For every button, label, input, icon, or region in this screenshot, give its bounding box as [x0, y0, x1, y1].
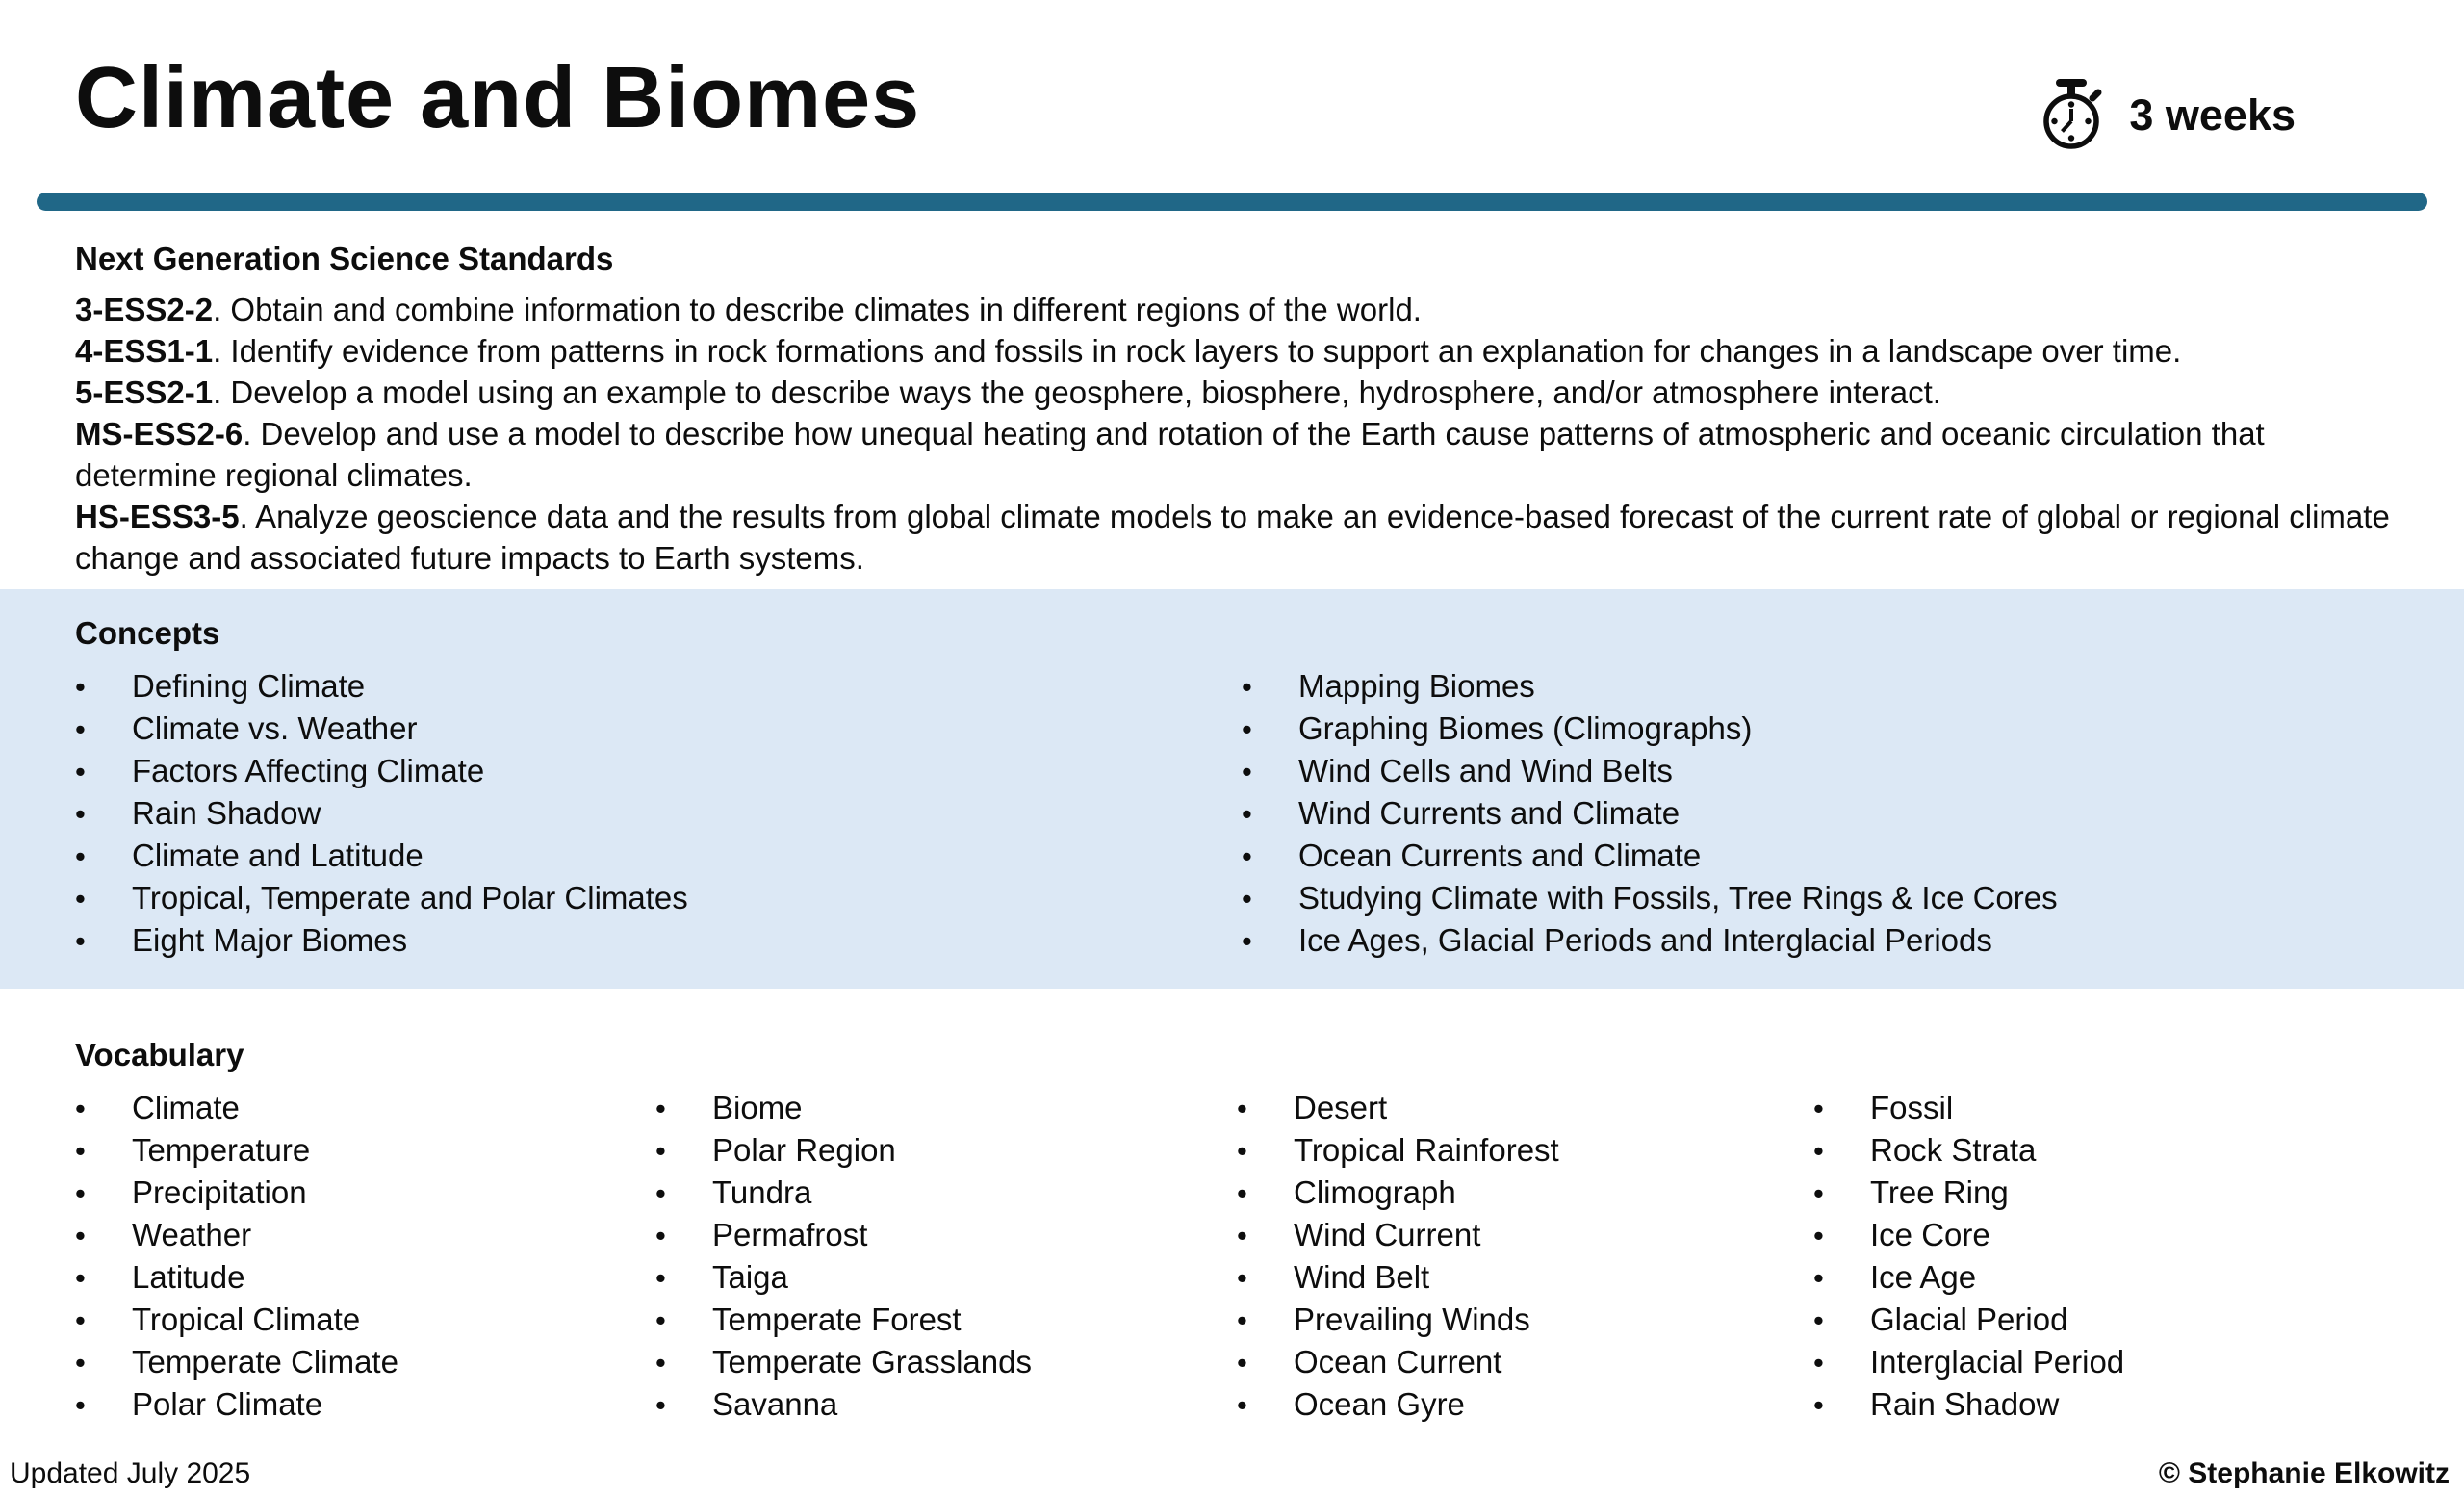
list-item — [655, 1129, 1237, 1172]
list-item — [1237, 1341, 1813, 1383]
standard-item — [75, 289, 2406, 330]
list-item-label: Eight Major Biomes — [132, 922, 408, 958]
list-item-label: Tree Ring — [1870, 1174, 2009, 1210]
list-item-label: Temperate Grasslands — [712, 1344, 1032, 1380]
list-item-label: Rain Shadow — [132, 795, 321, 831]
bullet-icon: • — [75, 797, 86, 831]
list-item-label: Latitude — [132, 1259, 245, 1295]
bullet-icon: • — [1237, 1092, 1247, 1125]
standard-code: 5-ESS2-1 — [75, 374, 214, 410]
list-item-label: Factors Affecting Climate — [132, 753, 485, 788]
bullet-icon: • — [75, 839, 86, 873]
standards-section — [75, 238, 2406, 579]
bullet-icon: • — [75, 1219, 86, 1252]
bullet-icon: • — [1813, 1134, 1824, 1168]
list-item-label: Ocean Currents and Climate — [1298, 838, 1702, 873]
list-item — [1813, 1172, 2406, 1214]
list-item — [1237, 1383, 1813, 1426]
list-item — [1813, 1129, 2406, 1172]
list-item — [1237, 1299, 1813, 1341]
vocabulary-column-1 — [75, 1087, 655, 1426]
footer — [10, 1457, 2450, 1491]
list-item-label: Tropical Rainforest — [1294, 1132, 1559, 1168]
vocabulary-column-4 — [1813, 1087, 2406, 1426]
bullet-icon: • — [1813, 1176, 1824, 1210]
list-item — [1242, 750, 2406, 792]
list-item-label: Tundra — [712, 1174, 812, 1210]
bullet-icon: • — [1237, 1261, 1247, 1295]
list-item-label: Taiga — [712, 1259, 788, 1295]
bullet-icon: • — [1813, 1219, 1824, 1252]
bullet-icon: • — [75, 712, 86, 746]
duration-badge — [2037, 75, 2296, 155]
bullet-icon: • — [75, 1134, 86, 1168]
bullet-icon: • — [655, 1134, 666, 1168]
list-item — [1242, 792, 2406, 835]
bullet-icon: • — [655, 1388, 666, 1422]
standards-heading: Next Generation Science Standards — [75, 241, 614, 276]
bullet-icon: • — [1813, 1303, 1824, 1337]
bullet-icon: • — [1242, 839, 1252, 873]
standard-item — [75, 496, 2406, 579]
bullet-icon: • — [1242, 924, 1252, 958]
list-item — [1813, 1214, 2406, 1256]
list-item — [1242, 919, 2406, 962]
concepts-grid — [75, 665, 2406, 962]
list-item — [75, 750, 1242, 792]
concepts-column-1 — [75, 665, 1242, 962]
list-item-label: Climate — [132, 1090, 240, 1125]
list-item-label: Temperate Climate — [132, 1344, 398, 1380]
list-item — [75, 1087, 655, 1129]
list-item-label: Wind Currents and Climate — [1298, 795, 1681, 831]
concepts-column-2 — [1242, 665, 2406, 962]
list-item — [655, 1383, 1237, 1426]
bullet-icon: • — [655, 1092, 666, 1125]
list-item — [1813, 1087, 2406, 1129]
bullet-icon: • — [1237, 1134, 1247, 1168]
list-item-label: Polar Region — [712, 1132, 896, 1168]
bullet-icon: • — [655, 1176, 666, 1210]
list-item-label: Temperature — [132, 1132, 311, 1168]
bullet-icon: • — [1242, 670, 1252, 704]
standard-code: MS-ESS2-6 — [75, 416, 244, 451]
list-item-label: Ice Age — [1870, 1259, 1977, 1295]
bullet-icon: • — [75, 924, 86, 958]
list-item-label: Wind Belt — [1294, 1259, 1430, 1295]
bullet-icon: • — [1237, 1388, 1247, 1422]
list-item — [75, 708, 1242, 750]
standard-code: 4-ESS1-1 — [75, 333, 214, 369]
standard-item — [75, 330, 2406, 372]
concepts-section — [0, 589, 2464, 989]
list-item — [1237, 1129, 1813, 1172]
bullet-icon: • — [1813, 1388, 1824, 1422]
standard-text: . Obtain and combine information to describe climates in different regions of the world. — [213, 292, 1422, 327]
list-item — [1242, 877, 2406, 919]
bullet-icon: • — [1237, 1303, 1247, 1337]
list-item-label: Rock Strata — [1870, 1132, 2037, 1168]
vocabulary-column-3 — [1237, 1087, 1813, 1426]
list-item-label: Interglacial Period — [1870, 1344, 2125, 1380]
concepts-heading: Concepts — [75, 615, 220, 651]
list-item — [75, 919, 1242, 962]
list-item-label: Prevailing Winds — [1294, 1302, 1530, 1337]
list-item-label: Permafrost — [712, 1217, 868, 1252]
bullet-icon: • — [655, 1303, 666, 1337]
updated-date: Updated July 2025 — [10, 1457, 251, 1489]
stopwatch-icon — [2037, 75, 2110, 155]
bullet-icon: • — [655, 1261, 666, 1295]
list-item-label: Ocean Current — [1294, 1344, 1502, 1380]
list-item-label: Ice Ages, Glacial Periods and Interglacial Periods — [1298, 922, 1992, 958]
bullet-icon: • — [75, 882, 86, 916]
vocabulary-section — [75, 1034, 2406, 1426]
list-item — [1813, 1341, 2406, 1383]
list-item-label: Wind Current — [1294, 1217, 1481, 1252]
list-item — [1242, 835, 2406, 877]
bullet-icon: • — [75, 1176, 86, 1210]
bullet-icon: • — [75, 1303, 86, 1337]
bullet-icon: • — [1237, 1176, 1247, 1210]
list-item — [1237, 1172, 1813, 1214]
bullet-icon: • — [1237, 1219, 1247, 1252]
bullet-icon: • — [1813, 1092, 1824, 1125]
vocabulary-grid — [75, 1087, 2406, 1426]
list-item-label: Climate vs. Weather — [132, 710, 418, 746]
list-item-label: Defining Climate — [132, 668, 366, 704]
bullet-icon: • — [1242, 797, 1252, 831]
list-item — [75, 1299, 655, 1341]
list-item — [655, 1299, 1237, 1341]
list-item — [1237, 1256, 1813, 1299]
copyright: © Stephanie Elkowitz — [2158, 1457, 2450, 1489]
list-item-label: Ocean Gyre — [1294, 1386, 1465, 1422]
standard-code: 3-ESS2-2 — [75, 292, 214, 327]
list-item — [1242, 665, 2406, 708]
standard-item — [75, 372, 2406, 413]
divider-bar — [37, 193, 2427, 211]
bullet-icon: • — [75, 755, 86, 788]
bullet-icon: • — [1242, 882, 1252, 916]
list-item — [655, 1214, 1237, 1256]
list-item-label: Tropical Climate — [132, 1302, 361, 1337]
list-item — [75, 1214, 655, 1256]
list-item-label: Wind Cells and Wind Belts — [1298, 753, 1673, 788]
list-item-label: Biome — [712, 1090, 803, 1125]
duration-label: 3 weeks — [2129, 90, 2296, 140]
list-item — [75, 792, 1242, 835]
list-item-label: Rain Shadow — [1870, 1386, 2060, 1422]
list-item — [655, 1256, 1237, 1299]
list-item-label: Mapping Biomes — [1298, 668, 1535, 704]
list-item — [1237, 1214, 1813, 1256]
list-item — [655, 1172, 1237, 1214]
standard-text: . Develop and use a model to describe how unequal heating and rotation of the Earth cause patterns of atmospheric and oceanic circulation that determine regional climates. — [75, 416, 2265, 493]
vocabulary-column-2 — [655, 1087, 1237, 1426]
standard-code: HS-ESS3-5 — [75, 499, 240, 534]
list-item — [75, 1256, 655, 1299]
bullet-icon: • — [75, 670, 86, 704]
page-title: Climate and Biomes — [75, 50, 921, 146]
list-item-label: Ice Core — [1870, 1217, 1990, 1252]
list-item — [655, 1341, 1237, 1383]
bullet-icon: • — [75, 1092, 86, 1125]
bullet-icon: • — [655, 1219, 666, 1252]
standard-item — [75, 413, 2406, 496]
bullet-icon: • — [75, 1388, 86, 1422]
list-item — [75, 665, 1242, 708]
list-item — [1242, 708, 2406, 750]
list-item-label: Desert — [1294, 1090, 1388, 1125]
list-item-label: Climate and Latitude — [132, 838, 424, 873]
vocabulary-heading: Vocabulary — [75, 1037, 244, 1072]
list-item — [75, 1129, 655, 1172]
list-item — [75, 835, 1242, 877]
bullet-icon: • — [75, 1261, 86, 1295]
list-item-label: Tropical, Temperate and Polar Climates — [132, 880, 688, 916]
list-item — [655, 1087, 1237, 1129]
list-item-label: Fossil — [1870, 1090, 1954, 1125]
list-item-label: Studying Climate with Fossils, Tree Rings & Ice Cores — [1298, 880, 2058, 916]
list-item — [1813, 1383, 2406, 1426]
list-item — [75, 1341, 655, 1383]
header — [0, 0, 2464, 148]
standard-text: . Develop a model using an example to describe ways the geosphere, biosphere, hydrosphere, and/or atmosphere interact. — [213, 374, 1941, 410]
list-item-label: Polar Climate — [132, 1386, 323, 1422]
bullet-icon: • — [75, 1346, 86, 1380]
bullet-icon: • — [655, 1346, 666, 1380]
standard-text: . Analyze geoscience data and the results from global climate models to make an evidence-based forecast of the current rate of global or regional climate change and associated future impacts to Earth systems. — [75, 499, 2390, 576]
bullet-icon: • — [1242, 755, 1252, 788]
list-item — [75, 1172, 655, 1214]
list-item — [75, 877, 1242, 919]
list-item-label: Graphing Biomes (Climographs) — [1298, 710, 1753, 746]
standard-text: . Identify evidence from patterns in rock formations and fossils in rock layers to support an explanation for changes in a landscape over time. — [213, 333, 2182, 369]
list-item-label: Savanna — [712, 1386, 838, 1422]
list-item — [1813, 1256, 2406, 1299]
list-item-label: Weather — [132, 1217, 252, 1252]
bullet-icon: • — [1813, 1261, 1824, 1295]
list-item — [1813, 1299, 2406, 1341]
bullet-icon: • — [1813, 1346, 1824, 1380]
list-item-label: Precipitation — [132, 1174, 307, 1210]
list-item — [75, 1383, 655, 1426]
list-item-label: Temperate Forest — [712, 1302, 962, 1337]
bullet-icon: • — [1237, 1346, 1247, 1380]
list-item-label: Glacial Period — [1870, 1302, 2068, 1337]
list-item — [1237, 1087, 1813, 1129]
bullet-icon: • — [1242, 712, 1252, 746]
list-item-label: Climograph — [1294, 1174, 1456, 1210]
